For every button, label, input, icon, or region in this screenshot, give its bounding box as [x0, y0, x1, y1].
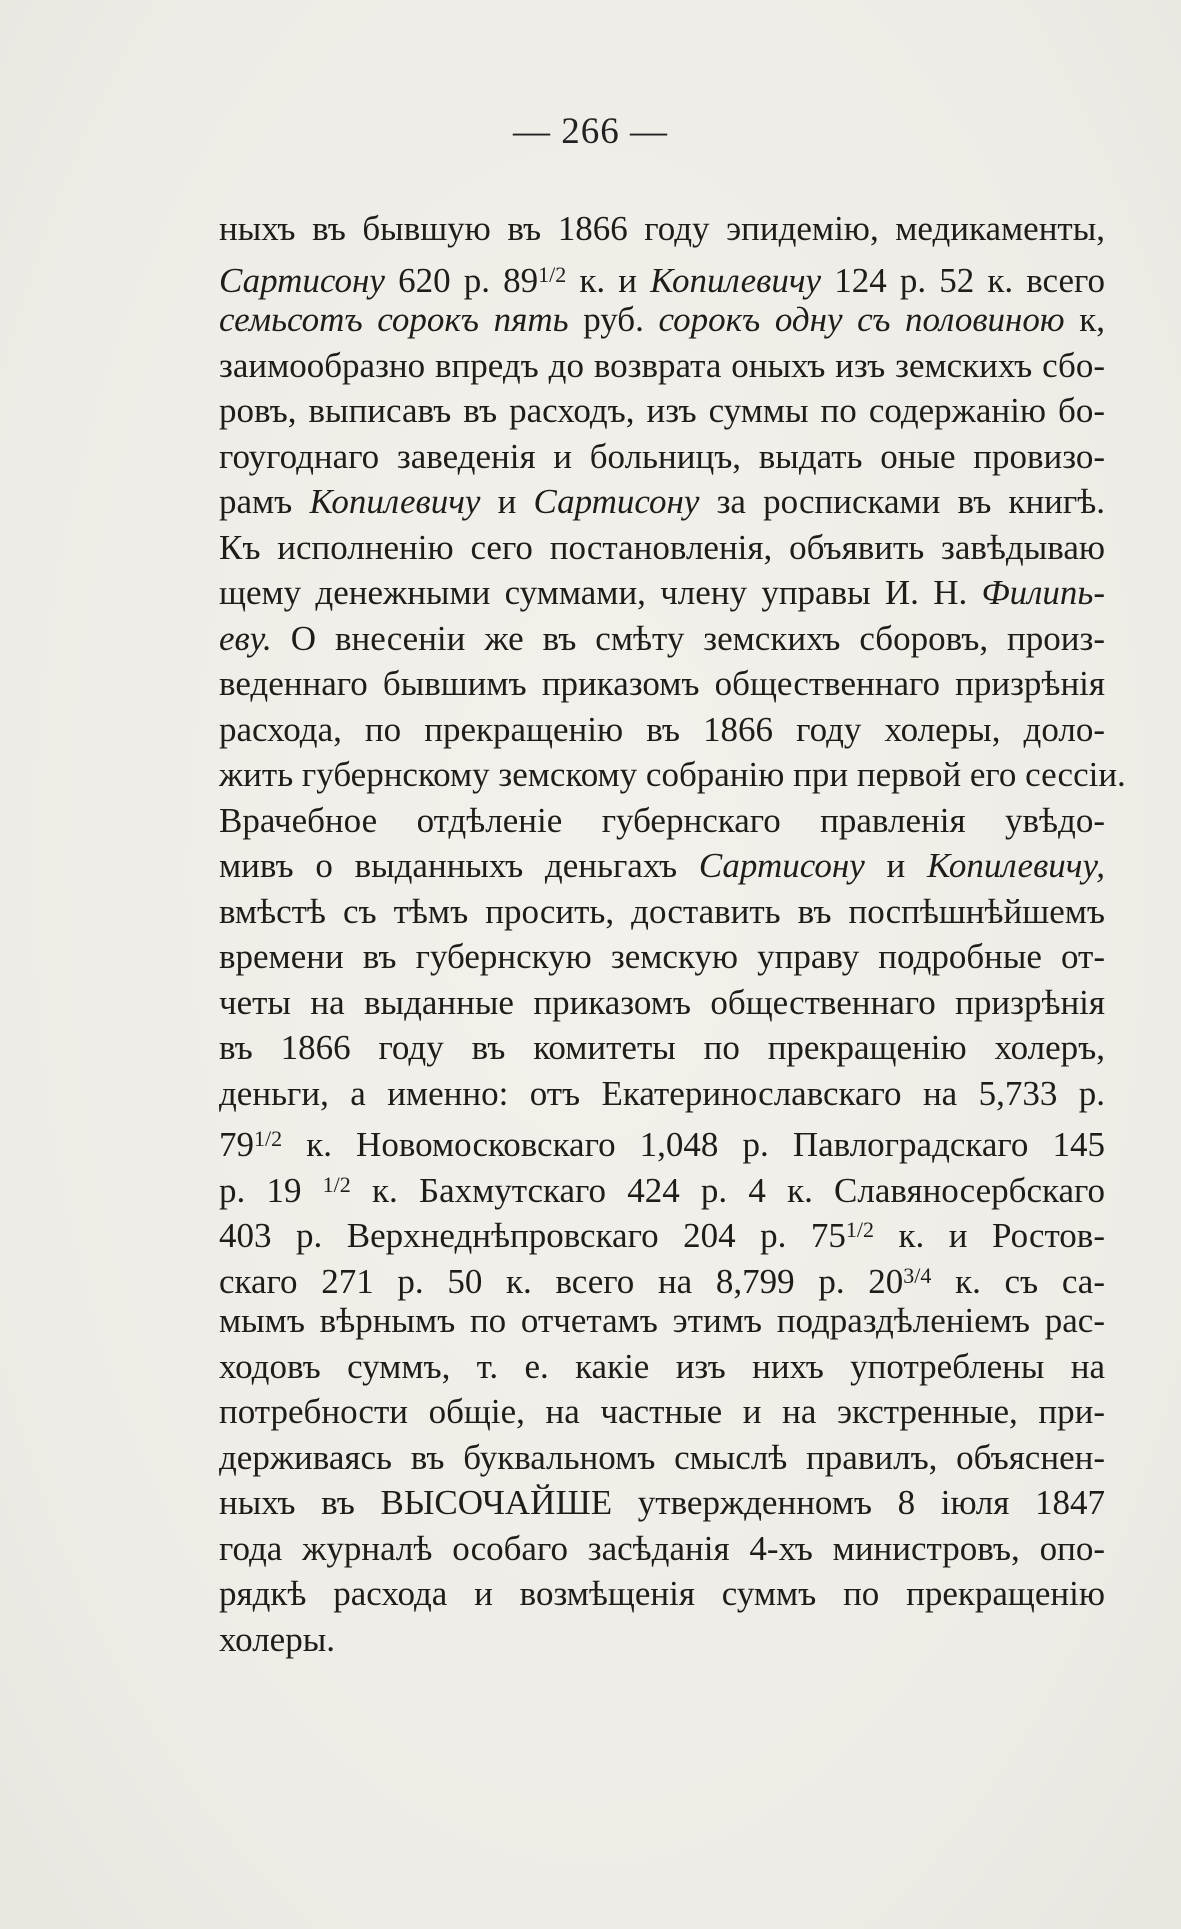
text-run: 403 р. Верхнеднѣпровскаго 204 р. 75: [219, 1216, 846, 1255]
text-run: заимообразно впредъ до возврата оныхъ изъ земскихъ сбо-: [219, 345, 1105, 385]
text-run: расхода, по прекращенію въ 1866 году холеры, доло-: [219, 709, 1105, 749]
text-line: [219, 525, 1105, 571]
text-run: к,: [1064, 300, 1105, 339]
text-line: [219, 707, 1105, 753]
text-line: [219, 1298, 1105, 1344]
text-line: [219, 1526, 1105, 1572]
text-run: веденнаго бывшимъ приказомъ общественнаго призрѣнія: [219, 664, 1105, 703]
text-line: [219, 1435, 1105, 1481]
text-run: ныхъ въ бывшую въ 1866 году эпидемію, медикаменты,: [219, 209, 1105, 248]
text-run: за росписками въ книгѣ.: [699, 482, 1106, 521]
text-run: Врачебное отдѣленіе губернскаго правленія увѣдо-: [219, 800, 1105, 840]
text-run: к. Новомосковскаго 1,048 р. Павлоградскаго 145: [282, 1125, 1105, 1164]
italic-name: еву.: [219, 618, 272, 658]
text-run: скаго 271 р. 50 к. всего на 8,799 р. 20: [219, 1261, 904, 1301]
text-run: к. и: [566, 260, 651, 300]
text-line: [219, 934, 1105, 980]
text-line: [219, 297, 1105, 343]
text-run: четы на выданные приказомъ общественнаго призрѣнія: [219, 982, 1105, 1022]
text-run: О внесеніи же въ смѣту земскихъ сборовъ, произ-: [271, 618, 1105, 658]
italic-name: Филипь-: [981, 573, 1105, 612]
text-run: 79: [219, 1125, 254, 1164]
italic-name: сорокъ одну съ половиною: [658, 300, 1065, 339]
text-line: [219, 479, 1105, 525]
text-line: [219, 980, 1105, 1026]
text-line: [219, 1025, 1105, 1071]
text-line: [219, 206, 1105, 252]
text-line: [219, 388, 1105, 434]
text-line: [219, 752, 1126, 798]
fraction: 1/2: [845, 1217, 874, 1242]
text-run: 620 р. 89: [384, 260, 539, 300]
text-run: мымъ вѣрнымъ по отчетамъ этимъ подраздѣленіемъ рас-: [219, 1301, 1105, 1340]
text-line: [219, 570, 1105, 616]
text-run: рядкѣ расхода и возмѣщенія суммъ по прекращенію: [219, 1574, 1105, 1613]
text-run: руб.: [568, 300, 659, 339]
fraction: 1/2: [254, 1126, 283, 1151]
text-run: холеры.: [219, 1619, 335, 1659]
text-run: рамъ: [219, 482, 310, 521]
text-line: [219, 616, 1105, 662]
text-run: деньги, а именно: отъ Екатеринославскаго на 5,733 р.: [219, 1073, 1105, 1113]
page-number: — 266 —: [513, 111, 668, 152]
text-run: щему денежными суммами, члену управы И. Н.: [219, 573, 982, 612]
text-line: [219, 661, 1105, 707]
fraction: 1/2: [538, 261, 567, 287]
italic-name: семьсотъ сорокъ пять: [219, 300, 569, 339]
text-run: мивъ о выданныхъ деньгахъ: [219, 846, 699, 885]
text-run: держиваясь въ буквальномъ смыслѣ правилъ, объяснен-: [219, 1437, 1105, 1477]
text-line: [219, 343, 1105, 389]
text-line: [219, 1071, 1105, 1117]
italic-name: Сартисону: [533, 482, 700, 521]
fraction: 3/4: [903, 1262, 932, 1288]
italic-name: Копилевичу: [309, 482, 481, 521]
text-line: [219, 1344, 1105, 1390]
text-line: [219, 1116, 1105, 1162]
text-line: [219, 252, 1105, 298]
italic-name: Копилевичу: [650, 260, 822, 300]
text-run: и: [480, 482, 534, 521]
text-line: [219, 1389, 1105, 1435]
text-run: потребности общіе, на частные и на экстренные, при-: [219, 1392, 1105, 1431]
text-run: года журналѣ особаго засѣданія 4-хъ министровъ, опо-: [219, 1528, 1105, 1568]
text-run: 124 р. 52 к. всего: [821, 260, 1106, 300]
text-line: [219, 1207, 1105, 1253]
text-line: [219, 1253, 1105, 1299]
text-run: к. Бахмутскаго 424 р. 4 к. Славяносербскаго: [350, 1170, 1105, 1210]
text-run: времени въ губернскую земскую управу подробные от-: [219, 937, 1105, 976]
italic-name: Копилевичу,: [927, 846, 1106, 885]
text-run: ходовъ суммъ, т. е. какіе изъ нихъ употреблены на: [219, 1346, 1105, 1386]
text-run: р. 19: [219, 1170, 323, 1210]
body-text: [219, 206, 1126, 1662]
text-line: [219, 798, 1105, 844]
text-run: к. и Ростов-: [873, 1216, 1105, 1255]
text-run: к. съ са-: [931, 1261, 1105, 1301]
text-run: ныхъ въ ВЫСОЧАЙШЕ утвержденномъ 8 іюля 1847: [219, 1483, 1105, 1522]
text-line: [219, 889, 1105, 935]
text-run: вмѣстѣ съ тѣмъ просить, доставить въ поспѣшнѣйшемъ: [219, 891, 1105, 931]
text-line: [219, 1617, 1105, 1663]
italic-name: Сартисону: [698, 846, 865, 885]
text-line: [219, 434, 1105, 480]
text-line: [219, 1162, 1105, 1208]
text-run: гоугоднаго заведенія и больницъ, выдать оные провизо-: [219, 436, 1105, 476]
text-run: и: [864, 846, 927, 885]
text-line: [219, 1480, 1105, 1526]
fraction: 1/2: [322, 1171, 351, 1197]
text-line: [219, 843, 1105, 889]
text-run: Къ исполненію сего постановленія, объявить завѣдываю: [219, 527, 1105, 567]
italic-name: Сартисону: [219, 260, 385, 300]
text-line: [219, 1571, 1105, 1617]
text-run: жить губернскому земскому собранію при первой его сессіи.: [219, 755, 1126, 794]
text-run: въ 1866 году въ комитеты по прекращенію холеръ,: [219, 1028, 1105, 1067]
text-run: ровъ, выписавъ въ расходъ, изъ суммы по содержанію бо-: [219, 391, 1105, 430]
